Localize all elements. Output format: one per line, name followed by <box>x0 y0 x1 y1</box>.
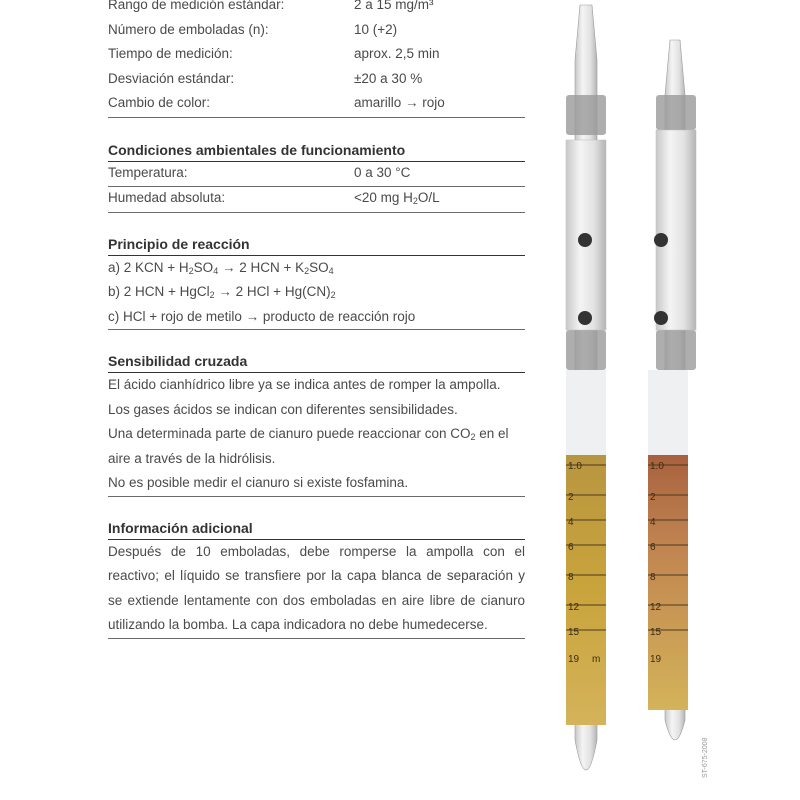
conditions-label: Temperatura: <box>108 164 188 180</box>
spec-row <box>108 92 525 117</box>
spec-value: aprox. 2,5 min <box>354 46 440 61</box>
image-code: ST-675-2008 <box>702 737 709 778</box>
reaction-c: c) HCl + rojo de metilo → producto de reacción rojo <box>108 308 416 324</box>
spec-value: amarillo → rojo <box>354 95 445 110</box>
spec-label: Rango de medición estándar: <box>108 0 285 12</box>
value-text: <20 mg H <box>354 190 413 205</box>
info-text <box>108 540 525 639</box>
conditions-title: Condiciones ambientales de funcionamiento <box>108 139 525 162</box>
spec-label: Número de emboladas (n): <box>108 21 269 37</box>
scale-label: 8 <box>568 572 574 583</box>
subscript: 2 <box>412 196 418 206</box>
scale-label: 6 <box>568 542 574 553</box>
info-line: reactivo; el líquido se transfiere por la capa blanca de separación y <box>108 568 525 583</box>
formula-part: SO <box>309 259 329 275</box>
scale-label: 19 <box>568 654 580 665</box>
cross-line <box>108 422 525 447</box>
subscript: 2 <box>188 265 194 276</box>
spec-value: ±20 a 30 % <box>354 70 423 86</box>
scale-label: 6 <box>650 542 656 553</box>
subscript: 2 <box>304 265 310 276</box>
conditions-value: 0 a 30 °C <box>354 164 411 180</box>
scale-label: 1.0 <box>568 461 582 472</box>
scale-label: 4 <box>568 517 574 528</box>
spec-row <box>108 0 525 19</box>
spec-label: Tiempo de medición: <box>108 46 233 61</box>
scale-label: 8 <box>650 572 656 583</box>
info-line: Después de 10 emboladas, debe romperse la ampolla con el <box>108 543 525 559</box>
scale-label: 12 <box>650 602 662 613</box>
formula-part: SO <box>193 259 214 275</box>
spec-label: Desviación estándar: <box>108 70 235 86</box>
subscript: 4 <box>328 265 334 276</box>
subscript: 2 <box>209 290 215 300</box>
cross-line: No es posible medir el cianuro si existe fosfamina. <box>108 475 409 490</box>
reaction-b <box>108 280 525 305</box>
scale-label: 12 <box>568 602 580 613</box>
subscript: 2 <box>470 432 476 442</box>
spec-value: 2 a 15 mg/m³ <box>354 0 434 12</box>
spec-table <box>108 0 525 118</box>
spec-value: 10 (+2) <box>354 21 398 37</box>
scale-label: 4 <box>650 517 656 528</box>
reaction-a <box>108 256 525 281</box>
cross-line: El ácido cianhídrico libre ya se indica antes de romper la ampolla. <box>108 377 501 392</box>
spec-row <box>108 43 525 68</box>
cross-text <box>108 373 525 497</box>
formula-part: → 2 HCl + Hg(CN) <box>214 284 331 299</box>
value-text: O/L <box>417 190 440 205</box>
spec-label: Cambio de color: <box>108 95 211 110</box>
document-text <box>108 0 525 639</box>
scale-label: 15 <box>650 627 662 638</box>
reaction-list <box>108 256 525 331</box>
formula-part: a) 2 KCN + H <box>108 259 189 275</box>
subscript: 2 <box>330 290 336 300</box>
cross-title: Sensibilidad cruzada <box>108 350 525 373</box>
reaction-title: Principio de reacción <box>108 233 525 256</box>
conditions-value <box>354 190 440 205</box>
scale-label: 2 <box>650 492 656 503</box>
cross-line: Los gases ácidos se indican con diferentes sensibilidades. <box>108 401 458 417</box>
scale-label: 2 <box>568 492 574 503</box>
text-part: Una determinada parte de cianuro puede reaccionar con CO <box>108 426 471 441</box>
subscript: 4 <box>213 265 219 276</box>
formula-part: → 2 HCN + K <box>218 259 305 275</box>
info-title: Información adicional <box>108 517 525 540</box>
scale-unit: m <box>592 654 601 665</box>
text-part: en el <box>475 426 509 441</box>
info-line: utilizando la bomba. La capa indicadora no debe humedecerse. <box>108 617 488 632</box>
scale-label: 19 <box>650 654 662 665</box>
conditions-row <box>108 187 525 213</box>
cross-line: aire a través de la hidrólisis. <box>108 450 276 466</box>
spec-row <box>108 19 525 44</box>
formula-part: b) 2 HCN + HgCl <box>108 284 210 299</box>
conditions-label: Humedad absoluta: <box>108 190 226 205</box>
scale-label: 1.0 <box>650 461 664 472</box>
spec-row <box>108 68 525 93</box>
detector-tubes-image <box>540 0 720 800</box>
conditions-row <box>108 162 525 188</box>
info-line: se extiende lentamente con dos emboladas en aire libre de cianuro <box>108 592 525 608</box>
scale-label: 15 <box>568 627 580 638</box>
